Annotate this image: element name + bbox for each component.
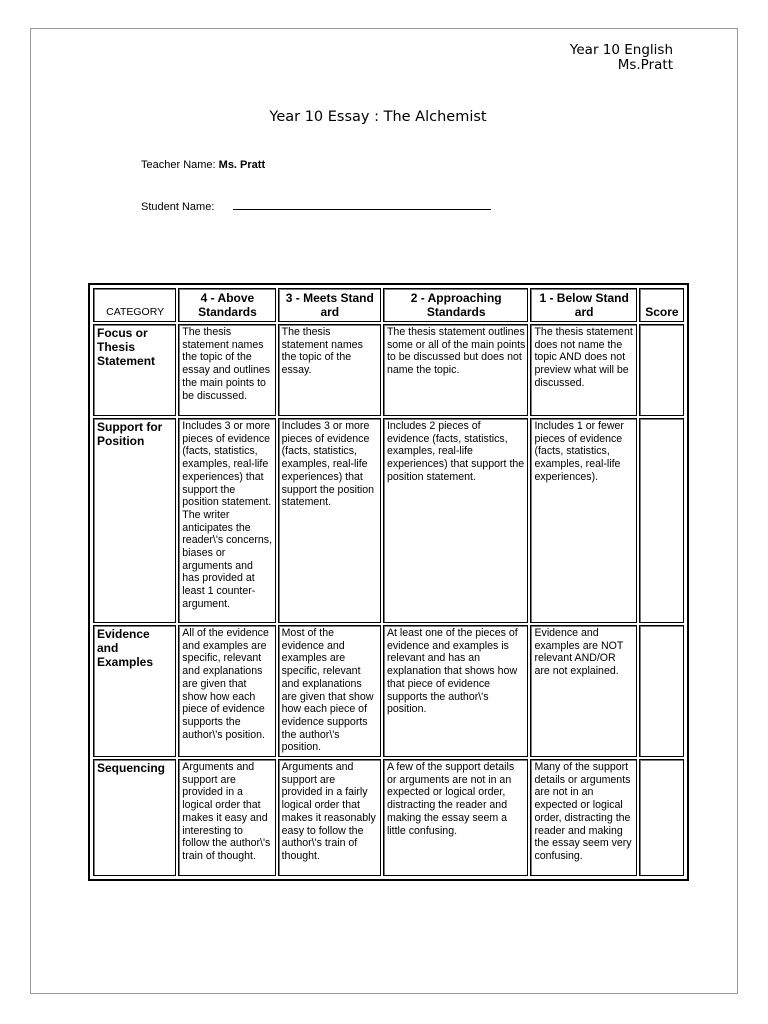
course-header bbox=[570, 43, 673, 73]
score-cell[interactable] bbox=[639, 324, 684, 416]
cell-approaching-standards: At least one of the pieces of evidence and examples is relevant and has an explanation that shows how that piece of evidence supports the author\'s position. bbox=[383, 625, 529, 757]
rubric-header-row bbox=[93, 288, 684, 322]
cell-approaching-standards: The thesis statement outlines some or all of the main points to be discussed but does not name the topic. bbox=[383, 324, 529, 416]
row-category: Focus or Thesis Statement bbox=[93, 324, 176, 416]
cell-meets-standard: The thesis statement names the topic of the essay. bbox=[278, 324, 381, 416]
student-label: Student Name: bbox=[141, 201, 215, 213]
cell-below-standard: Includes 1 or fewer pieces of evidence (facts, statistics, examples, real-life experiences). bbox=[530, 418, 636, 623]
course-name: Year 10 English bbox=[569, 42, 673, 58]
score-cell[interactable] bbox=[639, 759, 684, 876]
header-above-standards: 4 - Above Standards bbox=[178, 288, 275, 322]
cell-above-standards: Includes 3 or more pieces of evidence (facts, statistics, examples, real-life experiences) that support the position statement. The writer anticipates the reader\'s concerns, biases or arguments and has provided at least 1 counter-argument. bbox=[178, 418, 275, 623]
student-name-blank bbox=[233, 198, 491, 210]
rubric-row-evidence bbox=[93, 625, 684, 757]
rubric-row-sequencing bbox=[93, 759, 684, 876]
rubric-table-frame bbox=[88, 283, 689, 881]
teacher-name: Ms. Pratt bbox=[218, 159, 266, 171]
header-score: Score bbox=[639, 288, 684, 322]
rubric-row-focus bbox=[93, 324, 684, 416]
row-category: Support for Position bbox=[93, 418, 176, 623]
header-teacher: Ms.Pratt bbox=[617, 57, 673, 73]
header-category: CATEGORY bbox=[93, 288, 176, 322]
row-category: Evidence and Examples bbox=[93, 625, 176, 757]
cell-approaching-standards: A few of the support details or arguments are not in an expected or logical order, distracting the reader and making the essay seem a little confusing. bbox=[383, 759, 529, 876]
cell-above-standards: All of the evidence and examples are specific, relevant and explanations are given that show how each piece of evidence supports the author\'s position. bbox=[178, 625, 275, 757]
cell-meets-standard: Most of the evidence and examples are specific, relevant and explanations are given that show how each piece of evidence supports the author\'s position. bbox=[278, 625, 381, 757]
cell-meets-standard: Includes 3 or more pieces of evidence (facts, statistics, examples, real-life experiences) that support the position statement. bbox=[278, 418, 381, 623]
rubric-table bbox=[91, 286, 686, 878]
cell-below-standard: Evidence and examples are NOT relevant AND/OR are not explained. bbox=[530, 625, 636, 757]
student-line bbox=[141, 198, 491, 213]
row-category: Sequencing bbox=[93, 759, 176, 876]
cell-above-standards: The thesis statement names the topic of the essay and outlines the main points to be discussed. bbox=[178, 324, 275, 416]
score-cell[interactable] bbox=[639, 418, 684, 623]
rubric-row-support bbox=[93, 418, 684, 623]
cell-below-standard: The thesis statement does not name the topic AND does not preview what will be discussed. bbox=[530, 324, 636, 416]
cell-above-standards: Arguments and support are provided in a logical order that makes it easy and interesting to follow the author\'s train of thought. bbox=[178, 759, 275, 876]
document-page bbox=[30, 28, 738, 994]
header-below-standard: 1 - Below Stand ard bbox=[530, 288, 636, 322]
header-meets-standard: 3 - Meets Stand ard bbox=[278, 288, 381, 322]
score-cell[interactable] bbox=[639, 625, 684, 757]
document-title: Year 10 Essay : The Alchemist bbox=[269, 109, 487, 125]
cell-meets-standard: Arguments and support are provided in a fairly logical order that makes it reasonably easy to follow the author\'s train of thought. bbox=[278, 759, 381, 876]
teacher-line bbox=[141, 159, 265, 171]
teacher-label: Teacher Name: bbox=[141, 159, 216, 171]
cell-approaching-standards: Includes 2 pieces of evidence (facts, statistics, examples, real-life experiences) that support the position statement. bbox=[383, 418, 529, 623]
cell-below-standard: Many of the support details or arguments are not in an expected or logical order, distracting the reader and making the essay seem very confusing. bbox=[530, 759, 636, 876]
header-approaching-standards: 2 - Approaching Standards bbox=[383, 288, 529, 322]
